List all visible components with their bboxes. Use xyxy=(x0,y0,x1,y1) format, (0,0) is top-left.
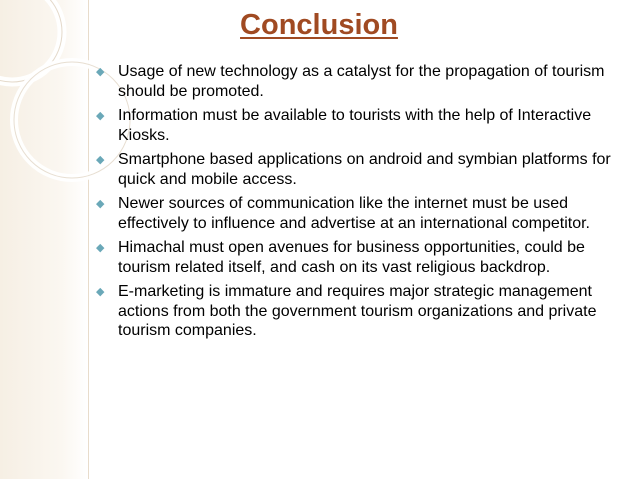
slide-title-text: Conclusion xyxy=(240,9,398,41)
diamond-bullet-icon: ◆ xyxy=(96,198,105,210)
diamond-bullet-icon: ◆ xyxy=(96,286,105,298)
bullet-text: Information must be available to tourists with the help of Interactive Kiosks. xyxy=(118,107,592,144)
bullet-text: Himachal must open avenues for business opportunities, could be tourism related itself, and cash on its vast religious backdrop. xyxy=(118,239,585,276)
bullet-item-6 xyxy=(96,282,616,341)
bullet-item-4 xyxy=(96,194,616,233)
bullet-text: Smartphone based applications on android and symbian platforms for quick and mobile access. xyxy=(118,151,611,188)
diamond-bullet-icon: ◆ xyxy=(96,154,105,166)
bullet-item-2 xyxy=(96,106,616,145)
bullet-text: Usage of new technology as a catalyst for the propagation of tourism should be promoted. xyxy=(118,63,605,100)
bullet-text: E-marketing is immature and requires major strategic management actions from both the government tourism organizations and private tourism companies. xyxy=(118,283,597,339)
diamond-bullet-icon: ◆ xyxy=(96,242,105,254)
bullet-item-1 xyxy=(96,62,616,101)
slide-title xyxy=(0,5,638,42)
bullet-item-5 xyxy=(96,238,616,277)
diamond-bullet-icon: ◆ xyxy=(96,110,105,122)
bullet-list xyxy=(96,62,616,346)
diamond-bullet-icon: ◆ xyxy=(96,66,105,78)
bullet-text: Newer sources of communication like the internet must be used effectively to influence and advertise at an international competitor. xyxy=(118,195,590,232)
bullet-item-3 xyxy=(96,150,616,189)
